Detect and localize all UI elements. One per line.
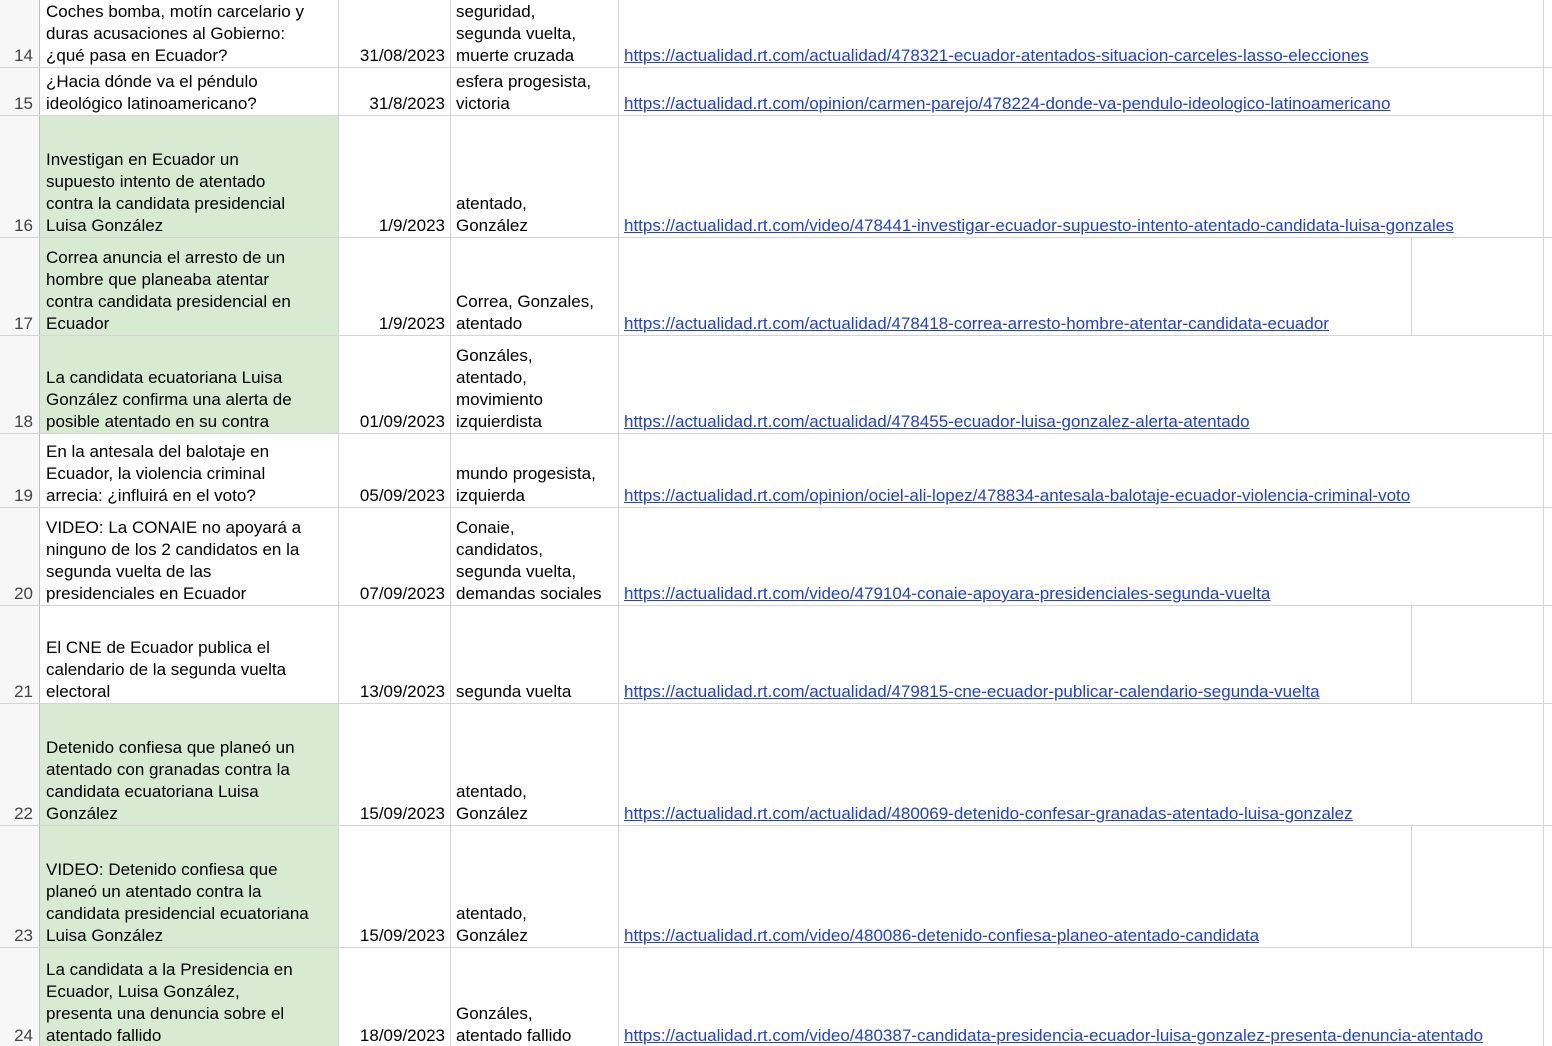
url-cell[interactable]: [619, 826, 1552, 947]
row-number-text: 20: [14, 584, 33, 603]
url-cell[interactable]: [619, 68, 1552, 115]
tags-cell[interactable]: [451, 116, 619, 237]
row-number-text: 16: [14, 216, 33, 235]
table-row[interactable]: [0, 68, 1552, 116]
tags-cell-text: Gonzáles, atentado, movimiento izquierdista: [456, 346, 543, 431]
row-number-text: 19: [14, 486, 33, 505]
column-divider: [1543, 434, 1544, 507]
row-number-text: 22: [14, 804, 33, 823]
column-divider: [1543, 0, 1544, 67]
date-cell[interactable]: [339, 704, 451, 825]
title-cell[interactable]: [40, 704, 339, 825]
column-divider: [1543, 68, 1544, 115]
row-number[interactable]: [0, 0, 40, 67]
date-cell[interactable]: [339, 434, 451, 507]
row-number-text: 21: [14, 682, 33, 701]
title-cell[interactable]: [40, 0, 339, 67]
tags-cell[interactable]: [451, 606, 619, 703]
title-cell[interactable]: [40, 116, 339, 237]
title-cell-text: La candidata a la Presidencia en Ecuador, Luisa González, presenta una denuncia sobre el atentado fallido: [46, 960, 293, 1045]
column-divider: [1543, 826, 1544, 947]
row-number-text: 23: [14, 926, 33, 945]
date-cell[interactable]: [339, 606, 451, 703]
title-cell[interactable]: [40, 826, 339, 947]
tags-cell-text: esfera progesista, victoria: [456, 72, 592, 113]
article-link[interactable]: https://actualidad.rt.com/video/480086-detenido-confiesa-planeo-atentado-candidata: [624, 926, 1260, 945]
title-cell-text: La candidata ecuatoriana Luisa González confirma una alerta de posible atentado en su contra: [46, 368, 292, 431]
url-cell[interactable]: [619, 238, 1552, 335]
row-number[interactable]: [0, 336, 40, 433]
title-cell[interactable]: [40, 948, 339, 1046]
column-divider: [1543, 508, 1544, 605]
row-number[interactable]: [0, 826, 40, 947]
article-link[interactable]: https://actualidad.rt.com/video/480387-candidata-presidencia-ecuador-luisa-gonzalez-presenta-denuncia-atentado: [624, 1026, 1484, 1045]
article-link[interactable]: https://actualidad.rt.com/actualidad/478418-correa-arresto-hombre-atentar-candidata-ecuador: [624, 314, 1329, 333]
date-cell-text: 18/09/2023: [359, 1026, 445, 1045]
url-cell[interactable]: [619, 434, 1552, 507]
date-cell-text: 05/09/2023: [359, 486, 445, 505]
tags-cell[interactable]: [451, 68, 619, 115]
title-cell[interactable]: [40, 68, 339, 115]
url-cell[interactable]: [619, 116, 1552, 237]
tags-cell[interactable]: [451, 434, 619, 507]
article-link[interactable]: https://actualidad.rt.com/video/478441-investigar-ecuador-supuesto-intento-atentado-candidata-luisa-gonzales: [624, 216, 1454, 235]
tags-cell[interactable]: [451, 508, 619, 605]
article-link[interactable]: https://actualidad.rt.com/actualidad/478321-ecuador-atentados-situacion-carceles-lasso-elecciones: [624, 46, 1369, 65]
title-cell-text: ¿Hacia dónde va el péndulo ideológico latinoamericano?: [46, 72, 258, 113]
row-number[interactable]: [0, 606, 40, 703]
table-row[interactable]: [0, 434, 1552, 508]
article-link[interactable]: https://actualidad.rt.com/actualidad/479815-cne-ecuador-publicar-calendario-segunda-vuelta: [624, 682, 1320, 701]
column-divider: [1411, 606, 1412, 703]
title-cell[interactable]: [40, 238, 339, 335]
date-cell[interactable]: [339, 508, 451, 605]
tags-cell-text: Conaie, candidatos, segunda vuelta, demandas sociales: [456, 518, 602, 603]
row-number-text: 14: [14, 46, 33, 65]
article-link[interactable]: https://actualidad.rt.com/video/479104-conaie-apoyara-presidenciales-segunda-vuelta: [624, 584, 1271, 603]
column-divider: [1411, 238, 1412, 335]
date-cell-text: 1/9/2023: [378, 314, 445, 333]
row-number-text: 24: [14, 1026, 33, 1045]
row-number-text: 18: [14, 412, 33, 431]
row-number[interactable]: [0, 948, 40, 1046]
row-number[interactable]: [0, 116, 40, 237]
table-row[interactable]: [0, 606, 1552, 704]
tags-cell-text: Correa, Gonzales, atentado: [456, 292, 594, 333]
row-number[interactable]: [0, 434, 40, 507]
row-number[interactable]: [0, 238, 40, 335]
title-cell[interactable]: [40, 606, 339, 703]
title-cell[interactable]: [40, 336, 339, 433]
row-number-text: 17: [14, 314, 33, 333]
row-number[interactable]: [0, 68, 40, 115]
date-cell[interactable]: [339, 0, 451, 67]
title-cell-text: Detenido confiesa que planeó un atentado con granadas contra la candidata ecuatoriana Luisa González: [46, 738, 295, 823]
title-cell-text: Coches bomba, motín carcelario y duras acusaciones al Gobierno: ¿qué pasa en Ecuador?: [46, 2, 304, 65]
title-cell[interactable]: [40, 434, 339, 507]
url-cell[interactable]: [619, 336, 1552, 433]
date-cell[interactable]: [339, 948, 451, 1046]
column-divider: [1543, 948, 1544, 1046]
column-divider: [1411, 826, 1412, 947]
date-cell-text: 15/09/2023: [359, 926, 445, 945]
title-cell-text: Investigan en Ecuador un supuesto intento de atentado contra la candidata presidencial Luisa González: [46, 150, 286, 235]
date-cell-text: 31/8/2023: [369, 94, 445, 113]
date-cell-text: 31/08/2023: [359, 46, 445, 65]
tags-cell-text: atentado, González: [456, 782, 528, 823]
date-cell-text: 13/09/2023: [359, 682, 445, 701]
column-divider: [1543, 116, 1544, 237]
table-row[interactable]: [0, 948, 1552, 1046]
title-cell-text: En la antesala del balotaje en Ecuador, la violencia criminal arrecia: ¿influirá en el voto?: [46, 442, 270, 505]
tags-cell-text: seguridad, segunda vuelta, muerte cruzada: [456, 2, 577, 65]
tags-cell-text: atentado, González: [456, 904, 528, 945]
url-cell[interactable]: [619, 606, 1552, 703]
tags-cell-text: mundo progesista, izquierda: [456, 464, 596, 505]
column-divider: [1543, 606, 1544, 703]
tags-cell[interactable]: [451, 0, 619, 67]
date-cell-text: 15/09/2023: [359, 804, 445, 823]
tags-cell-text: Gonzáles, atentado fallido: [456, 1004, 572, 1045]
url-cell[interactable]: [619, 948, 1552, 1046]
title-cell-text: VIDEO: La CONAIE no apoyará a ninguno de los 2 candidatos en la segunda vuelta de las presidenciales en Ecuador: [46, 518, 302, 603]
table-row[interactable]: [0, 508, 1552, 606]
date-cell-text: 1/9/2023: [378, 216, 445, 235]
title-cell-text: VIDEO: Detenido confiesa que planeó un atentado contra la candidata presidencial ecuatoriana Luisa González: [46, 860, 309, 945]
tags-cell-text: atentado, González: [456, 194, 528, 235]
table-row[interactable]: [0, 704, 1552, 826]
url-cell[interactable]: [619, 0, 1552, 67]
article-link[interactable]: https://actualidad.rt.com/opinion/carmen-parejo/478224-donde-va-pendulo-ideologico-latinoamericano: [624, 94, 1391, 113]
url-cell[interactable]: [619, 704, 1552, 825]
article-link[interactable]: https://actualidad.rt.com/actualidad/478455-ecuador-luisa-gonzalez-alerta-atentado: [624, 412, 1250, 431]
column-divider: [1543, 238, 1544, 335]
date-cell[interactable]: [339, 116, 451, 237]
column-divider: [1543, 336, 1544, 433]
article-link[interactable]: https://actualidad.rt.com/actualidad/480069-detenido-confesar-granadas-atentado-luisa-gonzalez: [624, 804, 1353, 823]
url-cell[interactable]: [619, 508, 1552, 605]
title-cell[interactable]: [40, 508, 339, 605]
table-row[interactable]: [0, 826, 1552, 948]
table-row[interactable]: [0, 0, 1552, 68]
tags-cell[interactable]: [451, 826, 619, 947]
column-divider: [1543, 704, 1544, 825]
table-row[interactable]: [0, 238, 1552, 336]
article-link[interactable]: https://actualidad.rt.com/opinion/ociel-ali-lopez/478834-antesala-balotaje-ecuador-violencia-criminal-voto: [624, 486, 1411, 505]
row-number[interactable]: [0, 704, 40, 825]
title-cell-text: Correa anuncia el arresto de un hombre que planeaba atentar contra candidata presidencial en Ecuador: [46, 248, 291, 333]
row-number-text: 15: [14, 94, 33, 113]
date-cell[interactable]: [339, 336, 451, 433]
table-row[interactable]: [0, 116, 1552, 238]
date-cell[interactable]: [339, 238, 451, 335]
date-cell[interactable]: [339, 68, 451, 115]
date-cell-text: 01/09/2023: [359, 412, 445, 431]
title-cell-text: El CNE de Ecuador publica el calendario de la segunda vuelta electoral: [46, 638, 287, 701]
tags-cell[interactable]: [451, 238, 619, 335]
date-cell-text: 07/09/2023: [359, 584, 445, 603]
row-number[interactable]: [0, 508, 40, 605]
tags-cell-text: segunda vuelta: [456, 682, 572, 701]
tags-cell[interactable]: [451, 704, 619, 825]
tags-cell[interactable]: [451, 948, 619, 1046]
table-row[interactable]: [0, 336, 1552, 434]
date-cell[interactable]: [339, 826, 451, 947]
tags-cell[interactable]: [451, 336, 619, 433]
